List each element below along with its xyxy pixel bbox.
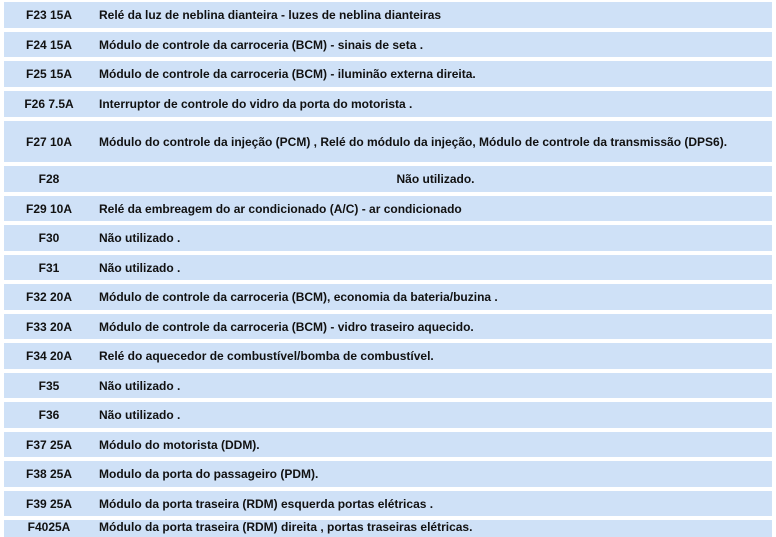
fuse-description: Módulo do motorista (DDM). xyxy=(99,437,260,452)
fuse-code: F29 10A xyxy=(25,201,73,216)
table-row xyxy=(4,432,772,457)
fuse-description: Não utilizado . xyxy=(99,378,181,393)
fuse-description: Não utilizado. xyxy=(396,172,475,186)
fuse-description: Módulo da porta traseira (RDM) esquerda portas elétricas . xyxy=(99,496,434,511)
table-row xyxy=(4,2,772,28)
fuse-code: F23 15A xyxy=(25,8,73,22)
table-row xyxy=(4,121,772,162)
fuse-description: Relé do aquecedor de combustível/bomba de combustível. xyxy=(99,349,434,363)
fuse-description: Relé da embreagem do ar condicionado (A/C) - ar condicionado xyxy=(99,201,462,216)
fuse-description: Não utilizado . xyxy=(99,408,181,422)
fuse-description: Módulo de controle da carroceria (BCM) - vidro traseiro aquecido. xyxy=(99,319,474,334)
fuse-description: Interruptor de controle do vidro da porta do motorista . xyxy=(99,97,413,111)
table-row xyxy=(4,196,772,221)
fuse-description: Modulo da porta do passageiro (PDM). xyxy=(99,467,319,481)
fuse-description: Relé da luz de neblina dianteira - luzes de neblina dianteiras xyxy=(99,8,442,22)
table-row xyxy=(4,255,772,280)
table-row xyxy=(4,225,772,251)
fuse-code: F39 25A xyxy=(25,496,73,511)
fuse-code: F31 xyxy=(38,260,60,275)
fuse-code: F4025A xyxy=(27,520,71,534)
fuse-code: F38 25A xyxy=(25,467,73,481)
table-row xyxy=(4,314,772,339)
fuse-code: F30 xyxy=(38,231,60,245)
fuse-code: F37 25A xyxy=(25,437,73,452)
fuse-code: F36 xyxy=(38,408,60,422)
fuse-code: F28 xyxy=(38,172,60,186)
fuse-description: Módulo de controle da carroceria (BCM) - iluminão externa direita. xyxy=(99,67,476,81)
table-row xyxy=(4,284,772,310)
fuse-description: Módulo de controle da carroceria (BCM), economia da bateria/buzina . xyxy=(99,290,498,304)
fuse-code: F33 20A xyxy=(25,319,73,334)
table-row xyxy=(4,91,772,117)
fuse-description: Módulo da porta traseira (RDM) direita , portas traseiras elétricas. xyxy=(99,520,473,534)
table-row xyxy=(4,373,772,398)
table-row xyxy=(4,520,772,537)
table-row xyxy=(4,32,772,57)
fuse-description: Módulo de controle da carroceria (BCM) - sinais de seta . xyxy=(99,37,424,52)
fuse-code: F25 15A xyxy=(25,67,73,81)
fuse-code: F35 xyxy=(38,378,60,393)
table-row xyxy=(4,61,772,87)
fuse-code: F32 20A xyxy=(25,290,73,304)
fuse-code: F34 20A xyxy=(25,349,73,363)
table-row xyxy=(4,343,772,369)
fuse-description: Não utilizado . xyxy=(99,231,181,245)
table-row xyxy=(4,491,772,516)
fuse-description: Módulo do controle da injeção (PCM) , Relé do módulo da injeção, Módulo de controle da transmissão (DPS6). xyxy=(99,134,728,149)
fuse-code: F27 10A xyxy=(25,134,73,149)
fuse-code: F26 7.5A xyxy=(24,97,74,111)
table-row xyxy=(4,402,772,428)
table-row xyxy=(4,461,772,487)
table-row xyxy=(4,166,772,192)
fuse-description: Não utilizado . xyxy=(99,260,181,275)
fuse-code: F24 15A xyxy=(25,37,73,52)
